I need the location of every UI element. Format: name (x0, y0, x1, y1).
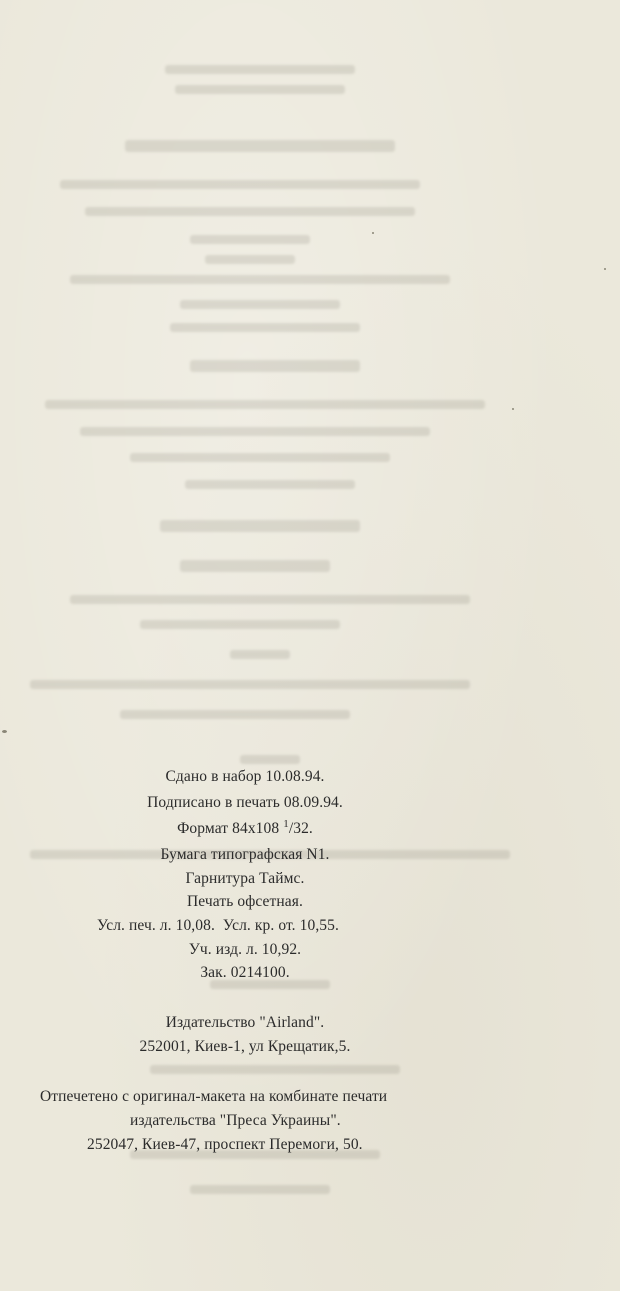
print-sheets-line (97, 917, 339, 935)
format-line (0, 820, 490, 839)
publisher-sheets: Уч. изд. л. 10,92. (188, 941, 302, 958)
paper-speck (604, 268, 606, 270)
order-number: Зак. 0214100. (200, 964, 290, 981)
printer-address: 252047, Киев-47, проспект Перемоги, 50. (87, 1136, 363, 1153)
printer-line-2: издательства "Преса Украины". (130, 1112, 341, 1129)
printing-method: Печать офсетная. (187, 893, 303, 910)
printer-line-1: Отпечетено с оригинал-макета на комбинате печати (40, 1088, 388, 1105)
signed-to-print-date: Подписано в печать 08.09.94. (147, 794, 343, 811)
print-sheets: Усл. печ. л. 10,08. (97, 917, 215, 934)
publisher-address: 252001, Киев-1, ул Крещатик,5. (139, 1038, 351, 1055)
paper-speck (2, 730, 7, 733)
typeset-date: Сдано в набор 10.08.94. (165, 768, 325, 785)
color-prints: Усл. кр. от. 10,55. (222, 917, 339, 934)
publisher-name: Издательство "Airland". (165, 1014, 325, 1031)
format-superscript: 1 (283, 818, 289, 830)
format-main: Формат 84x108 (177, 820, 280, 837)
paper-speck (372, 232, 374, 234)
paper-type: Бумага типографская N1. (160, 846, 330, 863)
typeface: Гарнитура Таймс. (185, 870, 305, 887)
paper-speck (512, 408, 514, 410)
format-tail: /32. (288, 820, 313, 837)
